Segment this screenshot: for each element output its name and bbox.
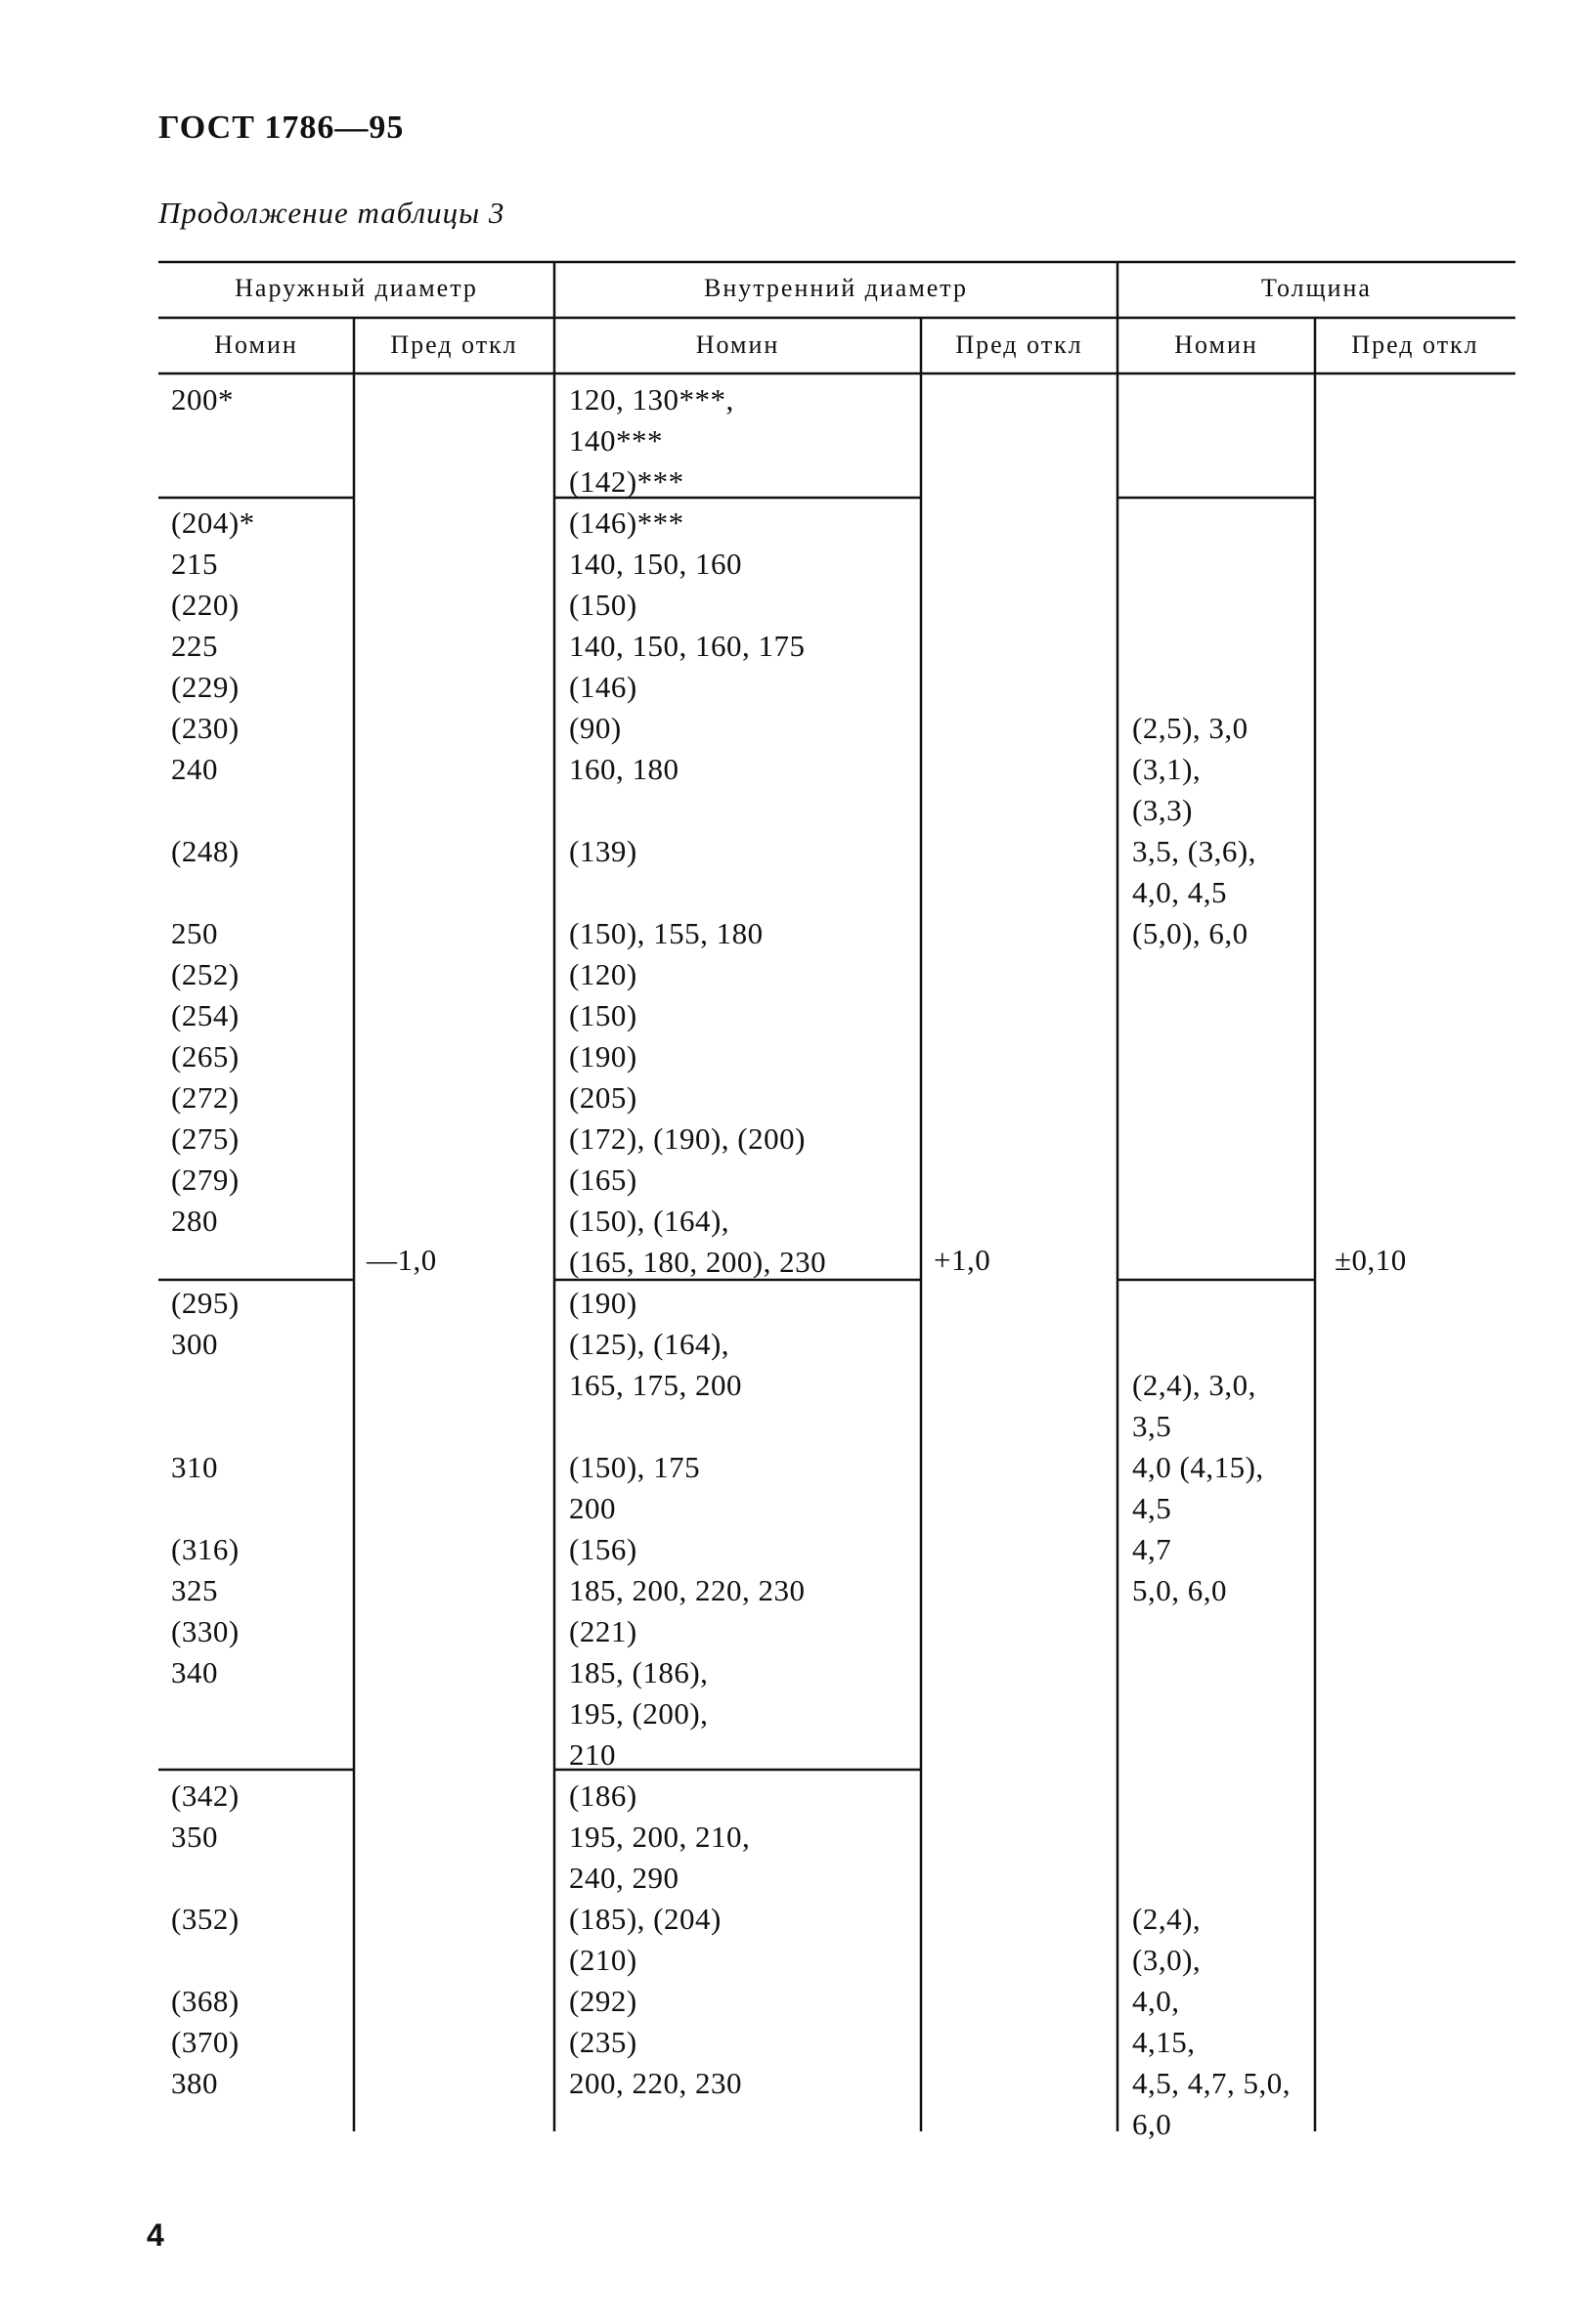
- cell-line: (185), (204): [569, 1902, 722, 1936]
- cell-line: (205): [569, 1080, 637, 1115]
- cell-line: [171, 790, 255, 831]
- cell-line: (248): [171, 834, 240, 868]
- cell-line: [1132, 1118, 1291, 1160]
- cell-line: (125), (164),: [569, 1327, 730, 1361]
- cell-line: [1132, 1242, 1291, 1283]
- subheader-outer-tolerance: Пред откл: [390, 330, 518, 359]
- cell-line: 6,0: [1132, 2107, 1172, 2141]
- cell-line: [1132, 1693, 1291, 1734]
- cell-line: 225: [171, 629, 218, 663]
- column-inner-nominal: [569, 379, 826, 2145]
- cell-line: (5,0), 6,0: [1132, 916, 1248, 950]
- cell-line: [1132, 379, 1291, 420]
- cell-line: 140***: [569, 423, 663, 458]
- cell-line: [1132, 1652, 1291, 1693]
- cell-line: 215: [171, 547, 218, 581]
- cell-line: 4,0, 4,5: [1132, 875, 1227, 909]
- cell-line: 300: [171, 1327, 218, 1361]
- cell-line: 5,0, 6,0: [1132, 1573, 1227, 1607]
- cell-line: [569, 872, 826, 913]
- group-header-outer-diameter: Наружный диаметр: [235, 274, 478, 302]
- cell-line: (330): [171, 1614, 240, 1648]
- cell-line: [569, 790, 826, 831]
- cell-line: (272): [171, 1080, 240, 1115]
- outer-diameter-tolerance: —1,0: [367, 1243, 437, 1277]
- cell-line: (210): [569, 1943, 637, 1977]
- cell-line: 325: [171, 1573, 218, 1607]
- cell-line: 4,5, 4,7, 5,0,: [1132, 2066, 1291, 2100]
- cell-line: (352): [171, 1902, 240, 1936]
- cell-line: [1132, 954, 1291, 995]
- cell-line: 250: [171, 916, 218, 950]
- cell-line: [1132, 1201, 1291, 1242]
- group-header-inner-diameter: Внутренний диаметр: [704, 274, 968, 302]
- thickness-tolerance: ±0,10: [1335, 1243, 1407, 1277]
- cell-line: (235): [569, 2025, 637, 2059]
- cell-line: (2,5), 3,0: [1132, 711, 1248, 745]
- document-title: ГОСТ 1786—95: [158, 110, 405, 146]
- cell-line: [1132, 1734, 1291, 1776]
- cell-line: (275): [171, 1121, 240, 1156]
- cell-line: 350: [171, 1820, 218, 1854]
- cell-line: (156): [569, 1532, 637, 1566]
- cell-line: 185, (186),: [569, 1655, 709, 1689]
- cell-line: [171, 420, 255, 461]
- cell-line: 120, 130***,: [569, 382, 734, 417]
- cell-line: 185, 200, 220, 230: [569, 1573, 806, 1607]
- cell-line: 4,7: [1132, 1532, 1172, 1566]
- cell-line: (254): [171, 998, 240, 1032]
- cell-line: [1132, 503, 1291, 544]
- cell-line: [171, 872, 255, 913]
- cell-line: [1132, 626, 1291, 667]
- cell-line: [1132, 1611, 1291, 1652]
- cell-line: (120): [569, 957, 637, 991]
- cell-line: [1132, 667, 1291, 708]
- cell-line: [1132, 461, 1291, 503]
- cell-line: [569, 2104, 826, 2145]
- cell-line: (165, 180, 200), 230: [569, 1245, 827, 1279]
- subheader-thickness-tolerance: Пред откл: [1351, 330, 1479, 359]
- subheader-outer-nominal: Номин: [214, 330, 298, 359]
- cell-line: (150), 155, 180: [569, 916, 764, 950]
- cell-line: (2,4), 3,0,: [1132, 1368, 1256, 1402]
- cell-line: 4,5: [1132, 1491, 1172, 1525]
- cell-line: (3,0),: [1132, 1943, 1202, 1977]
- cell-line: 3,5: [1132, 1409, 1172, 1443]
- cell-line: [171, 2104, 255, 2145]
- cell-line: [171, 1940, 255, 1981]
- cell-line: [1132, 1077, 1291, 1118]
- cell-line: (150): [569, 588, 637, 622]
- cell-line: 200*: [171, 382, 234, 417]
- cell-line: [569, 1406, 826, 1447]
- cell-line: [171, 1858, 255, 1899]
- cell-line: 140, 150, 160, 175: [569, 629, 806, 663]
- cell-line: [1132, 544, 1291, 585]
- cell-line: (190): [569, 1039, 637, 1074]
- cell-line: [1132, 1036, 1291, 1077]
- cell-line: (368): [171, 1984, 240, 2018]
- cell-line: (204)*: [171, 505, 255, 540]
- cell-line: (190): [569, 1286, 637, 1320]
- cell-line: (252): [171, 957, 240, 991]
- inner-diameter-tolerance: +1,0: [934, 1243, 991, 1277]
- cell-line: [1132, 1324, 1291, 1365]
- cell-line: 340: [171, 1655, 218, 1689]
- cell-line: 200, 220, 230: [569, 2066, 742, 2100]
- cell-line: [1132, 1160, 1291, 1201]
- cell-line: 195, 200, 210,: [569, 1820, 751, 1854]
- cell-line: (90): [569, 711, 622, 745]
- column-thickness-nominal: [1132, 379, 1291, 2145]
- cell-line: (279): [171, 1162, 240, 1197]
- cell-line: 195, (200),: [569, 1696, 709, 1731]
- cell-line: (146): [569, 670, 637, 704]
- cell-line: [1132, 1817, 1291, 1858]
- cell-line: (146)***: [569, 505, 684, 540]
- cell-line: (295): [171, 1286, 240, 1320]
- cell-line: 4,0,: [1132, 1984, 1180, 2018]
- cell-line: (221): [569, 1614, 637, 1648]
- cell-line: [171, 1734, 255, 1776]
- cell-line: (342): [171, 1778, 240, 1813]
- cell-line: (220): [171, 588, 240, 622]
- cell-line: 310: [171, 1450, 218, 1484]
- cell-line: 3,5, (3,6),: [1132, 834, 1256, 868]
- cell-line: (292): [569, 1984, 637, 2018]
- column-outer-nominal: [171, 379, 255, 2145]
- cell-line: 165, 175, 200: [569, 1368, 742, 1402]
- group-header-thickness: Толщина: [1261, 274, 1372, 302]
- cell-line: 280: [171, 1204, 218, 1238]
- cell-line: [171, 1365, 255, 1406]
- cell-line: 140, 150, 160: [569, 547, 742, 581]
- cell-line: [171, 1242, 255, 1283]
- cell-line: (230): [171, 711, 240, 745]
- subheader-inner-tolerance: Пред откл: [955, 330, 1083, 359]
- cell-line: [1132, 1283, 1291, 1324]
- cell-line: 4,0 (4,15),: [1132, 1450, 1264, 1484]
- cell-line: [171, 1488, 255, 1529]
- cell-line: (3,3): [1132, 793, 1193, 827]
- cell-line: 160, 180: [569, 752, 679, 786]
- cell-line: 200: [569, 1491, 616, 1525]
- subheader-inner-nominal: Номин: [695, 330, 780, 359]
- cell-line: (165): [569, 1162, 637, 1197]
- cell-line: (172), (190), (200): [569, 1121, 806, 1156]
- cell-line: (186): [569, 1778, 637, 1813]
- cell-line: (265): [171, 1039, 240, 1074]
- cell-line: [1132, 1776, 1291, 1817]
- table-continuation-caption: Продолжение таблицы 3: [158, 196, 505, 230]
- subheader-thickness-nominal: Номин: [1174, 330, 1258, 359]
- cell-line: [171, 1406, 255, 1447]
- cell-line: (229): [171, 670, 240, 704]
- page-number: 4: [147, 2217, 164, 2253]
- cell-line: 240: [171, 752, 218, 786]
- cell-line: 210: [569, 1737, 616, 1772]
- cell-line: (2,4),: [1132, 1902, 1202, 1936]
- cell-line: (150): [569, 998, 637, 1032]
- cell-line: (150), 175: [569, 1450, 701, 1484]
- cell-line: (150), (164),: [569, 1204, 730, 1238]
- cell-line: (316): [171, 1532, 240, 1566]
- cell-line: [171, 1693, 255, 1734]
- cell-line: 4,15,: [1132, 2025, 1196, 2059]
- cell-line: [171, 461, 255, 503]
- cell-line: [1132, 995, 1291, 1036]
- cell-line: [1132, 420, 1291, 461]
- cell-line: 240, 290: [569, 1861, 679, 1895]
- cell-line: (142)***: [569, 464, 684, 499]
- cell-line: (139): [569, 834, 637, 868]
- cell-line: (370): [171, 2025, 240, 2059]
- cell-line: (3,1),: [1132, 752, 1202, 786]
- cell-line: [1132, 1858, 1291, 1899]
- cell-line: [1132, 585, 1291, 626]
- cell-line: 380: [171, 2066, 218, 2100]
